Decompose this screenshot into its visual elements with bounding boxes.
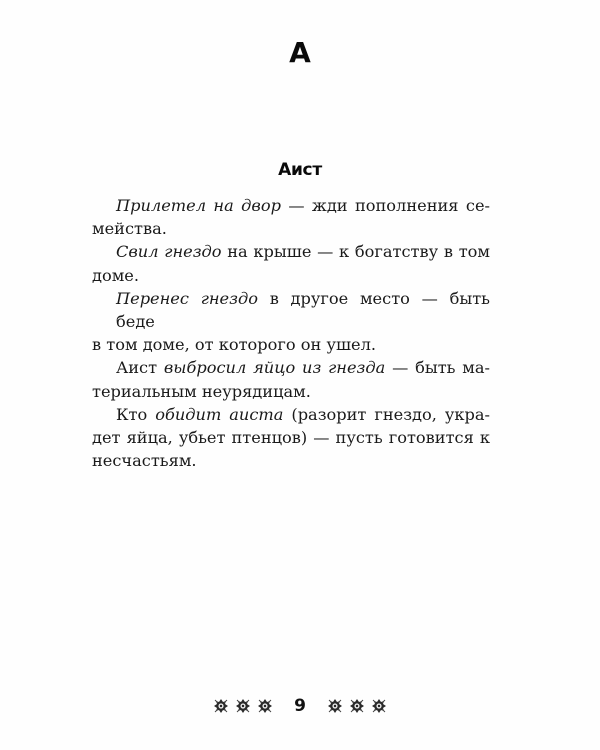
text-line xyxy=(92,194,490,217)
text-segment: мейства. xyxy=(92,219,167,239)
page-number: 9 xyxy=(294,696,306,716)
snowflake-ornament-icon xyxy=(236,699,250,713)
snowflake-ornament-icon xyxy=(350,699,364,713)
text-line xyxy=(92,240,490,263)
text-line xyxy=(92,356,490,379)
text-line xyxy=(92,264,490,287)
text-segment: на крыше — к богатству в том xyxy=(221,242,490,262)
text-line xyxy=(92,287,490,333)
text-segment: в другое место — быть беде xyxy=(116,288,490,332)
text-line xyxy=(92,403,490,426)
italic-phrase: выбросил яйцо из гнезда xyxy=(163,358,386,378)
text-line xyxy=(92,426,490,449)
snowflake-ornament-icon xyxy=(328,699,342,713)
text-line xyxy=(92,217,490,240)
entry-title: Аист xyxy=(278,160,322,180)
page-footer xyxy=(0,696,600,716)
text-line xyxy=(92,333,490,356)
snowflake-ornament-icon xyxy=(258,699,272,713)
italic-phrase: Свил гнездо xyxy=(116,242,222,262)
text-segment: — быть ма- xyxy=(385,358,490,378)
snowflake-ornament-icon xyxy=(372,699,386,713)
text-segment: Аист xyxy=(116,358,164,378)
section-letter: А xyxy=(289,36,311,69)
text-line xyxy=(92,449,490,472)
text-segment: в том доме, от которого он ушел. xyxy=(92,335,377,355)
text-segment: Кто xyxy=(116,404,156,424)
ornament-group-left xyxy=(210,699,276,713)
text-segment: териальным неурядицам. xyxy=(92,381,311,401)
italic-phrase: Прилетел на двор xyxy=(116,196,281,215)
text-segment: доме. xyxy=(92,265,140,285)
text-segment: — жди пополнения се- xyxy=(280,196,491,215)
italic-phrase: обидит аиста xyxy=(155,404,284,424)
text-segment: несчастьям. xyxy=(92,451,197,471)
snowflake-ornament-icon xyxy=(214,699,228,713)
text-segment: дет яйца, убьет птенцов) — пусть готовится к xyxy=(92,428,490,448)
ornament-group-right xyxy=(324,699,390,713)
text-segment: (разорит гнездо, укра- xyxy=(283,404,490,424)
text-line xyxy=(92,380,490,403)
italic-phrase: Перенес гнездо xyxy=(116,288,258,308)
entry-body xyxy=(92,194,490,472)
